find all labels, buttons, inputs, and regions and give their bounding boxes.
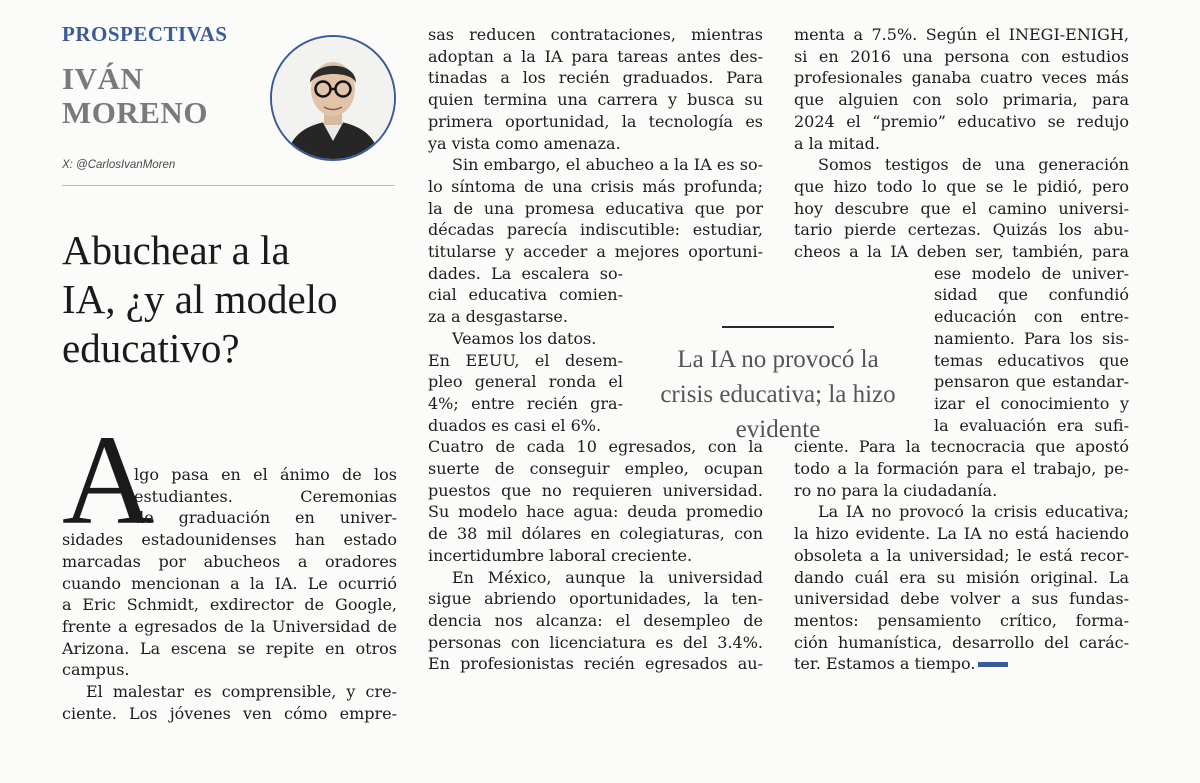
headline-line: Abuchear a la <box>62 227 290 273</box>
text-line: duados es casi el 6%. <box>428 415 602 435</box>
text-line: za a desgastarse. <box>428 307 568 327</box>
text-line: de graduación en univer- <box>134 508 397 528</box>
drop-cap: A <box>62 409 155 551</box>
author-portrait-icon <box>272 37 394 159</box>
text-line: pleo general ronda el <box>428 372 623 392</box>
text-line: obsoleta a la universidad; le está recor- <box>794 545 1129 565</box>
text-line: menta a 7.5%. Según el INEGI-ENIGH, <box>794 25 1129 44</box>
text-line: titularse y acceder a mejores oportuni- <box>428 242 763 262</box>
text-line: la de una promesa educativa que por <box>428 198 763 218</box>
text-line: sigue abriendo oportunidades, la ten- <box>428 589 763 609</box>
text-line: Sin embargo, el abucheo a la IA es so- <box>452 155 763 175</box>
end-mark-icon <box>978 662 1008 667</box>
author-last-name: MORENO <box>62 95 208 130</box>
text-line: universidad debe volver a sus fundas- <box>794 589 1129 609</box>
text-line: dando cuál era su misión original. La <box>794 567 1129 587</box>
text-line: tario pierde certezas. Quizás los abu- <box>794 220 1129 240</box>
text-line: sidad que confundió <box>934 285 1129 305</box>
text-line: Veamos los datos. <box>452 328 597 348</box>
text-line: estudiantes. Ceremonias <box>134 486 397 506</box>
author-avatar <box>270 35 396 161</box>
text-line: Cuatro de cada 10 egresados, con la <box>428 437 763 457</box>
text-line: ese modelo de univer- <box>934 263 1129 283</box>
text-line: namiento. Para los sis- <box>934 328 1129 348</box>
text-line: sidades estadounidenses han estado <box>62 530 397 550</box>
article-column-1 <box>62 464 397 724</box>
text-line: hoy descubre que el camino universi- <box>794 198 1129 218</box>
text-line: ya vista como amenaza. <box>428 133 621 153</box>
text-line: de 38 mil dólares en colegiaturas, con <box>428 524 763 544</box>
text-line: 2024 el “premio” educativo se redujo <box>794 111 1129 131</box>
text-line: profesionales ganaba cuatro veces más <box>794 68 1129 88</box>
text-line: educación con entre- <box>934 307 1129 327</box>
text-line: ción humanística, desarrollo del carác- <box>794 632 1129 652</box>
text-line: la hizo evidente. La IA no está haciendo <box>794 524 1129 544</box>
text-line: pensaron que estandar- <box>934 372 1129 392</box>
pull-quote-line: La IA no provocó la <box>677 346 879 373</box>
text-line: dencia nos alcanza: el desempleo de <box>428 610 763 630</box>
text-line: frente a egresados de la Universidad de <box>62 616 397 636</box>
text-line: tinadas a los recién graduados. Para <box>428 68 763 88</box>
pull-quote <box>632 342 924 447</box>
text-line: sas reducen contrataciones, mientras <box>428 25 763 44</box>
text-line: ter. Estamos a tiempo. <box>794 654 976 674</box>
text-line: temas educativos que <box>934 350 1129 370</box>
text-line: Su modelo hace agua: deuda promedio <box>428 502 763 522</box>
text-line: incertidumbre laboral creciente. <box>428 545 693 565</box>
text-line: 4%; entre recién gra- <box>428 393 623 413</box>
text-line: primera oportunidad, la tecnología es <box>428 111 763 131</box>
headline-line: IA, ¿y al modelo <box>62 276 338 322</box>
text-line: si en 2016 una persona con estudios <box>794 46 1129 66</box>
pull-quote-rule <box>722 326 834 328</box>
text-line: dades. La escalera so- <box>428 263 623 283</box>
text-line: a la mitad. <box>794 133 880 153</box>
headline <box>62 226 402 373</box>
text-line: suerte de conseguir empleo, ocupan <box>428 459 763 479</box>
text-line: décadas parecía indiscutible: estudiar, <box>428 220 763 240</box>
header-divider <box>62 185 395 186</box>
author-handle: X: @CarlosIvanMoren <box>62 159 176 171</box>
text-line: cial educativa comien- <box>428 285 623 305</box>
section-label: PROSPECTIVAS <box>62 22 228 46</box>
text-line: El malestar es comprensible, y cre- <box>86 682 397 702</box>
text-line: La IA no provocó la crisis educativa; <box>818 502 1129 522</box>
text-line: que alguien con solo primaria, para <box>794 90 1129 110</box>
text-line: lgo pasa en el ánimo de los <box>134 465 397 484</box>
last-text-line <box>794 653 1129 675</box>
text-line: En EEUU, el desem- <box>428 350 623 370</box>
text-line: ciente. Para la tecnocracia que apostó <box>794 437 1129 457</box>
text-line: a Eric Schmidt, exdirector de Google, <box>62 595 397 615</box>
text-line: Somos testigos de una generación <box>818 155 1129 175</box>
text-line: campus. <box>62 660 130 680</box>
text-line: ro no para la ciudadanía. <box>794 480 998 500</box>
text-line: Arizona. La escena se repite en otros <box>62 638 397 658</box>
text-line: cuando mencionan a la IA. Le ocurrió <box>62 573 397 593</box>
headline-line: educativo? <box>62 325 240 371</box>
text-line: izar el conocimiento y <box>934 393 1129 413</box>
author-first-name: IVÁN <box>62 61 144 96</box>
text-line: la evaluación era sufi- <box>934 415 1129 435</box>
author-name <box>62 62 262 130</box>
text-line: todo a la formación para el trabajo, pe- <box>794 459 1129 479</box>
text-line: cheos a la IA deben ser, también, para <box>794 242 1129 262</box>
text-line: marcadas por abucheos a oradores <box>62 551 397 571</box>
pull-quote-line: crisis educativa; la hizo <box>660 381 896 408</box>
text-line: mentos: pensamiento crítico, forma- <box>794 610 1129 630</box>
text-line: En profesionistas recién egresados au- <box>428 654 763 674</box>
text-line: que hizo todo lo que se le pidió, pero <box>794 176 1129 196</box>
text-line: quien termina una carrera y busca su <box>428 90 763 110</box>
text-line: lo síntoma de una crisis más profunda; <box>428 176 763 196</box>
text-line: personas con licenciatura es del 3.4%. <box>428 632 763 652</box>
text-line: En México, aunque la universidad <box>452 567 763 587</box>
text-line: puestos que no requieren universidad. <box>428 480 763 500</box>
text-line: adoptan a la IA para tareas antes des- <box>428 46 763 66</box>
text-line: ciente. Los jóvenes ven cómo empre- <box>62 703 397 723</box>
pull-quote-line: evidente <box>735 416 821 443</box>
